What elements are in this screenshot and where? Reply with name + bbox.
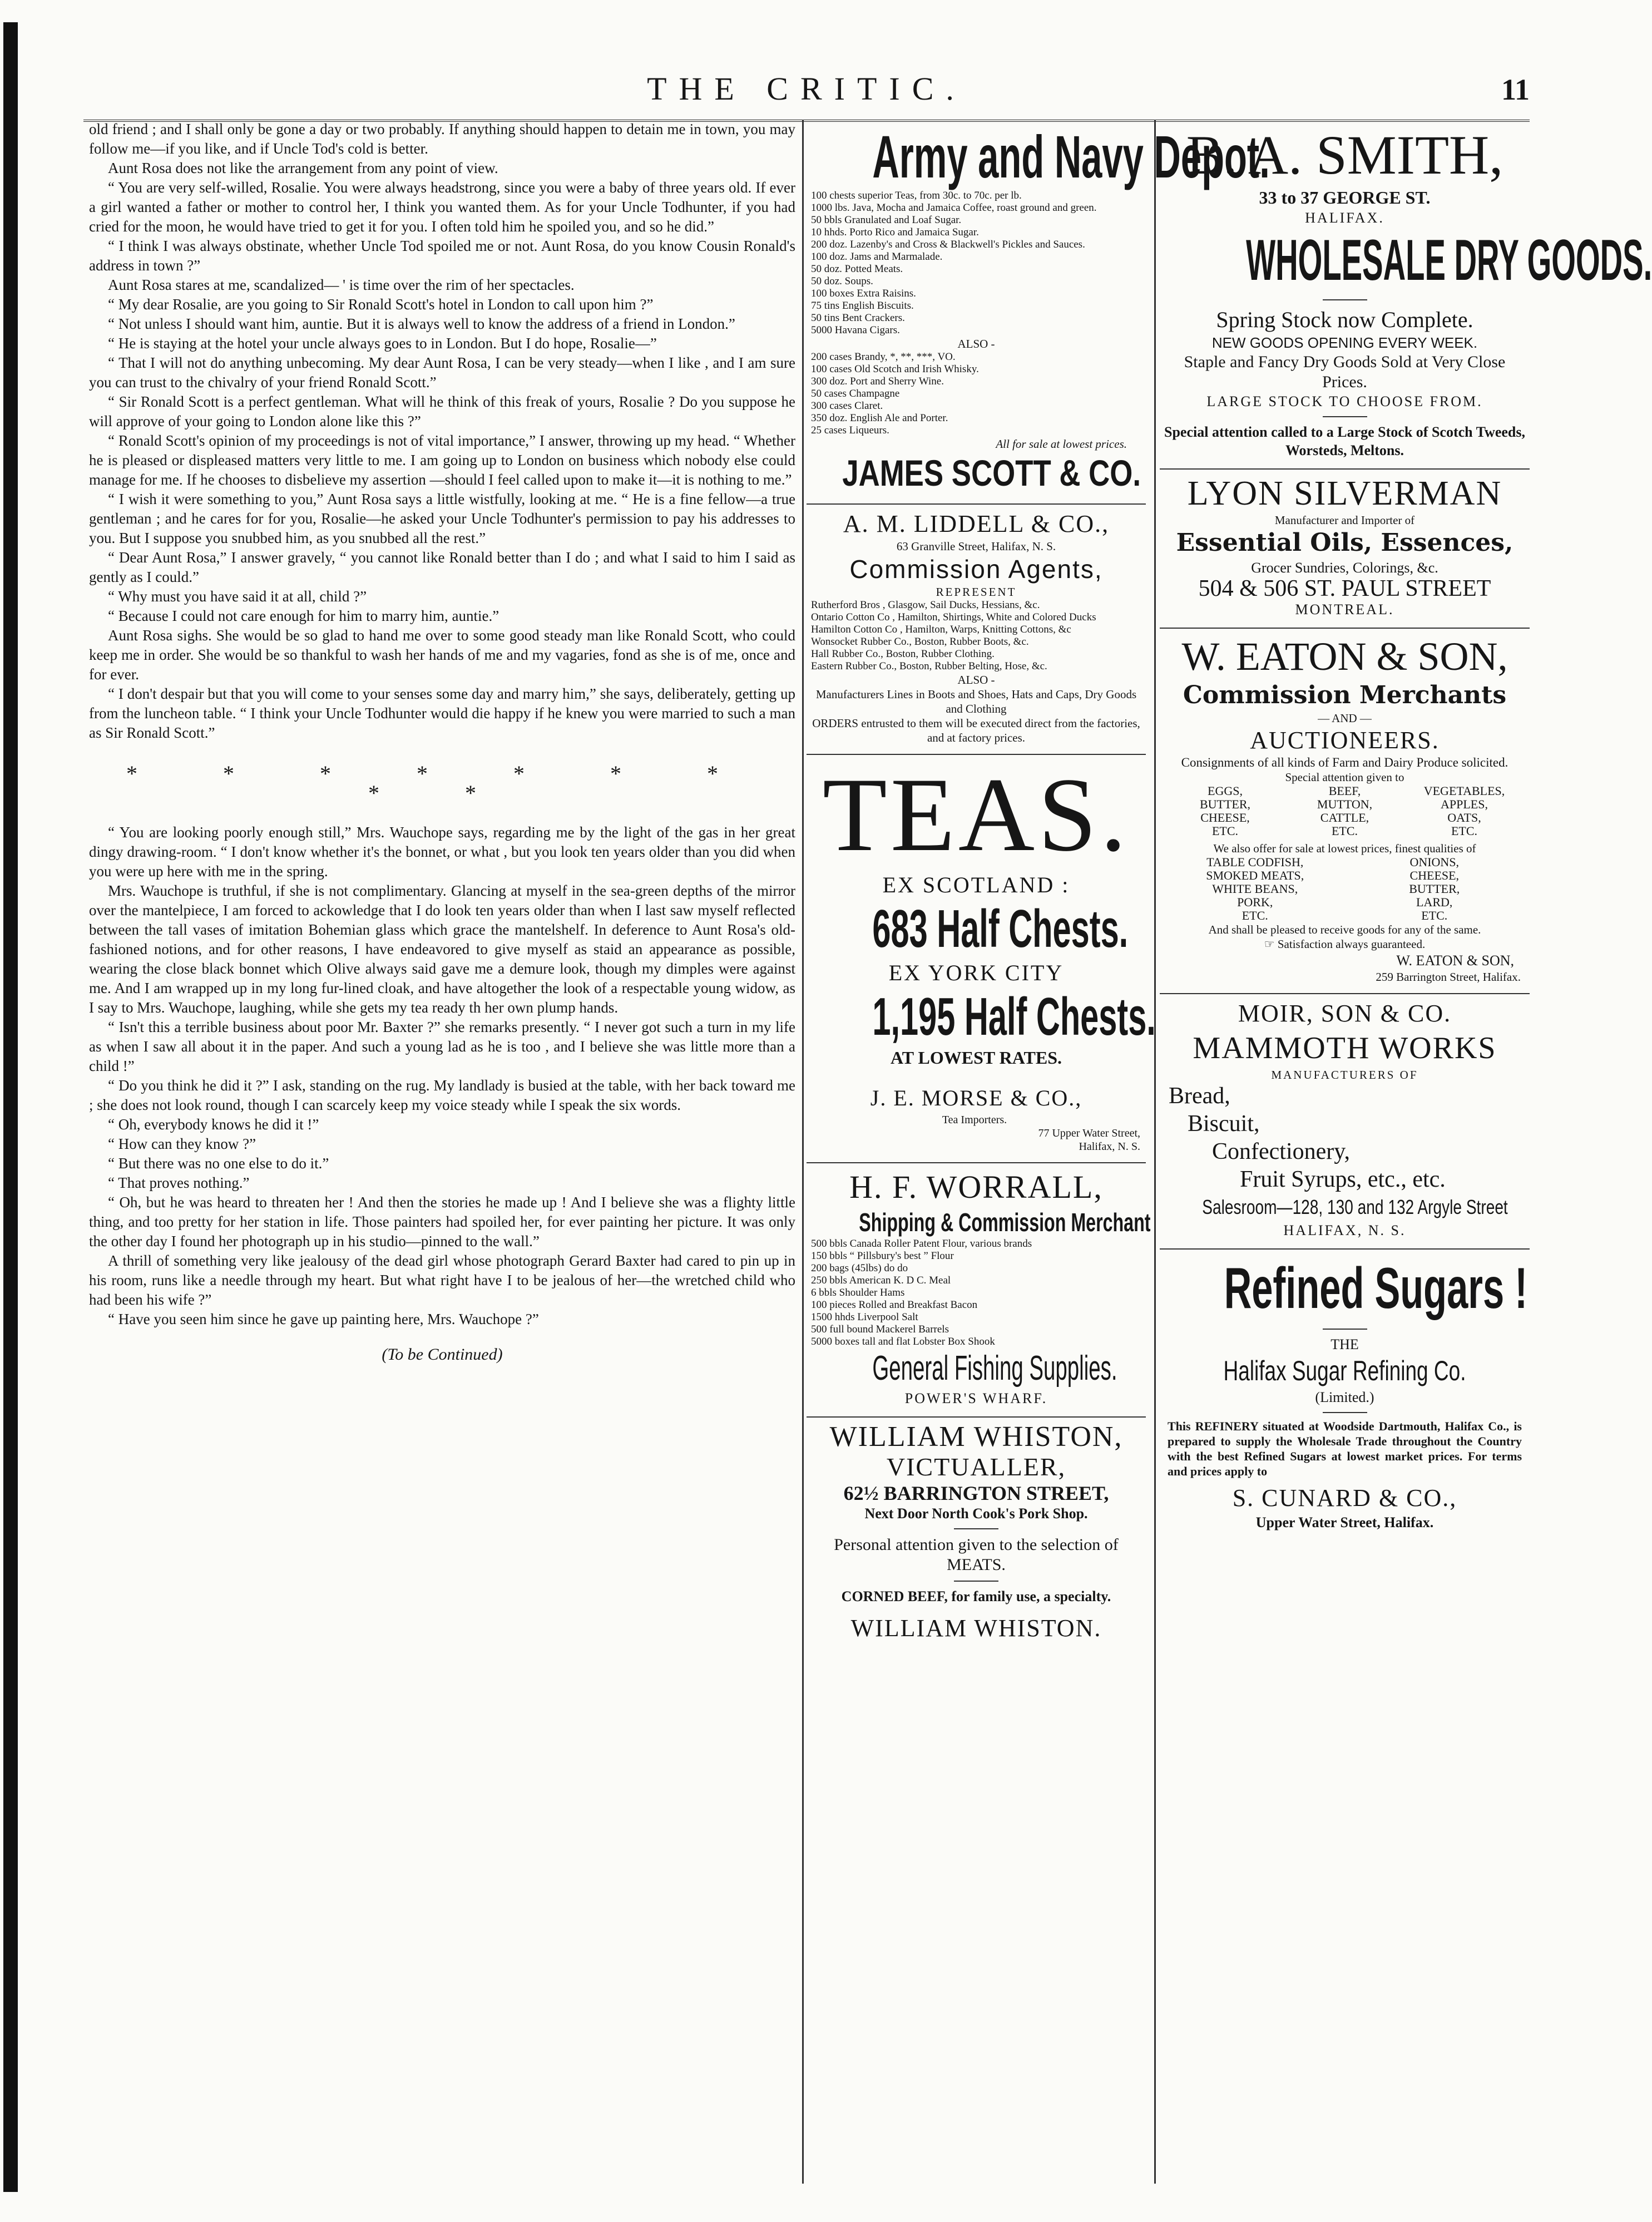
list-item: 500 bbls Canada Roller Patent Flour, various brands: [811, 1238, 1032, 1250]
list-item: 50 bbls Granulated and Loaf Sugar.: [811, 214, 962, 226]
ad-title: TEAS.: [822, 757, 1130, 873]
list-item: 25 cases Liqueurs.: [811, 424, 889, 436]
list-item: 5000 boxes tall and flat Lobster Box Shook: [811, 1336, 995, 1347]
story-paragraph: old friend ; and I shall only be gone a day or two probably. If anything should happen to detain me in town, you may follow me—if you like, and if Uncle Tod's cold is better.: [89, 121, 795, 157]
story-paragraph: “ That I will not do anything unbecoming. My dear Aunt Rosa, I can be very steady—when I like , and I am sure you can trust to the chivalry of your friend Ronald Scott.”: [89, 354, 795, 391]
line: Grocer Sundries, Colorings, &c.: [1251, 560, 1438, 576]
item-list: [809, 190, 1144, 337]
goods-item: WHITE BEANS,: [1212, 882, 1298, 896]
firm-name: W. EATON & SON,: [1181, 634, 1508, 679]
address: 504 & 506 ST. PAUL STREET: [1198, 576, 1491, 601]
list-item: 75 tins English Biscuits.: [811, 300, 914, 312]
firm-name: A. M. LIDDELL & CO.,: [843, 510, 1110, 537]
list-item: 50 doz. Potted Meats.: [811, 263, 903, 275]
line: NEW GOODS OPENING EVERY WEEK.: [1211, 334, 1478, 351]
story-paragraph: “ Not unless I should want him, auntie. But it is always well to know the address of a friend in London.”: [108, 315, 735, 332]
story-paragraph: “ Sir Ronald Scott is a perfect gentleman. What will he think of this freak of yours, Rosalie ? Do you suppose he will approve of your going to London alone like this ?”: [89, 393, 795, 429]
list-item: 300 cases Claret.: [811, 400, 883, 412]
to-be-continued: (To be Continued): [382, 1345, 503, 1364]
manufacturers-label: MANUFACTURERS OF: [1271, 1068, 1418, 1082]
ad-worrall: [807, 1163, 1151, 1418]
ad-teas: [807, 755, 1156, 1163]
specialty: CORNED BEEF, for family use, a specialty.: [841, 1588, 1111, 1604]
story-paragraph: “ Because I could not care enough for him to marry him, auntie.”: [108, 608, 499, 624]
produce-grid: [1162, 784, 1527, 838]
ad-title: Commission Merchants: [1183, 681, 1507, 709]
and-label: — AND —: [1318, 712, 1372, 725]
ad-title: Commission Agents,: [849, 555, 1103, 584]
rates-line: AT LOWEST RATES.: [891, 1048, 1062, 1068]
origin-line: EX YORK CITY: [888, 960, 1064, 985]
company-name: Halifax Sugar Refining Co.: [1223, 1355, 1466, 1386]
quantity-line: 1,195 Half Chests.: [872, 987, 1156, 1046]
signature: WILLIAM WHISTON.: [850, 1614, 1102, 1642]
ad-title: WHOLESALE DRY GOODS.: [1246, 228, 1652, 293]
ad-title: Essential Oils, Essences,: [1176, 529, 1513, 557]
divider: [1323, 299, 1367, 300]
the-label: THE: [1330, 1336, 1359, 1352]
ad-smith: [1160, 120, 1652, 470]
works-name: MAMMOTH WORKS: [1193, 1031, 1497, 1065]
goods-item: LARD,: [1416, 895, 1453, 909]
newspaper-page: [83, 56, 1652, 2198]
story-paragraph: “ I wish it were something to you,” Aunt Rosa says a little wistfully, looking at me. “ He is a fine fellow—a true gentleman ; and he cares for for you, Rosalie—he asked your Uncle Todhunter's permission to pay his addresses to you. But I suppose you snubbed him, as you snubbed all the rest.”: [89, 491, 795, 546]
ad-title: Shipping & Commission Merchant: [859, 1208, 1151, 1237]
list-item: 1000 lbs. Java, Mocha and Jamaica Coffee, roast ground and green.: [811, 202, 1097, 214]
story-paragraph: Aunt Rosa sighs. She would be so glad to hand me over to some good steady man like Ronald Scott, who could keep me in order. She would be so thankful to wash her hands of me and my vagaries, fond as she is of me, once and for ever.: [89, 627, 795, 683]
story-paragraph: A thrill of something very like jealousy of the dead girl whose photograph Gerard Baxter had cared to pin up in his room, runs like a needle through my heart. But what right have I to be jealous of her—the wretched child who had been his wife ?”: [89, 1252, 795, 1308]
item-list: [809, 351, 1144, 437]
list-item: Wonsocket Rubber Co., Boston, Rubber Boots, &c.: [811, 636, 1029, 648]
sugar-body: This REFINERY situated at Woodside Dartmouth, Halifax Co., is prepared to supply the Wholesale Trade throughout the Country with the best Refined Sugars at lowest market prices. For terms and prices apply to: [1168, 1419, 1522, 1478]
masthead: THE CRITIC.: [647, 71, 966, 107]
list-item: 150 bbls “ Pillsbury's best ” Flour: [811, 1250, 954, 1262]
list-item: Rutherford Bros , Glasgow, Sail Ducks, Hessians, &c.: [811, 599, 1040, 611]
salesroom: Salesroom—128, 130 and 132 Argyle Street: [1202, 1196, 1508, 1218]
ad-army-navy-depot: [807, 120, 1270, 505]
list-item: 300 doz. Port and Sherry Wine.: [811, 376, 944, 387]
product-bread: Bread,: [1169, 1083, 1230, 1109]
divider: [1323, 1329, 1367, 1330]
story-paragraph: “ Isn't this a terrible business about poor Mr. Baxter ?” she remarks presently. “ I never got such a turn in my life as when I saw all about it in the paper. And such a young lad as he is too , and I believe she was little more than a child !”: [89, 1019, 795, 1074]
goods-item: ETC.: [1421, 908, 1448, 922]
note: Personal attention given to the selection of MEATS.: [834, 1535, 1119, 1574]
firm-subtitle: Manufacturer and Importer of: [1274, 513, 1415, 527]
firm-name: J. E. MORSE & CO.,: [870, 1085, 1082, 1110]
ad-title: Refined Sugars !: [1224, 1256, 1528, 1321]
story-paragraph: “ Why must you have said it at all, child ?”: [108, 588, 367, 605]
signature: W. EATON & SON,: [1396, 952, 1514, 969]
also-text: Manufacturers Lines in Boots and Shoes, Hats and Caps, Dry Goods and Clothing: [815, 688, 1137, 715]
ad-moir: [1160, 994, 1530, 1250]
produce-item: VEGETABLES,: [1423, 784, 1505, 798]
list-item: 200 doz. Lazenby's and Cross & Blackwell's Pickles and Sauces.: [811, 239, 1085, 250]
trade: VICTUALLER,: [886, 1453, 1066, 1481]
column-rule: [802, 120, 804, 2184]
firm-address: 63 Granville Street, Halifax, N. S.: [896, 540, 1056, 553]
produce-item: ETC.: [1451, 824, 1478, 838]
product-confectionery: Confectionery,: [1212, 1139, 1351, 1164]
goods-item: ONIONS,: [1409, 855, 1460, 869]
satisfaction: ☞ Satisfaction always guaranteed.: [1264, 937, 1426, 951]
produce-item: EGGS,: [1208, 784, 1243, 798]
city: HALIFAX, N. S.: [1283, 1222, 1406, 1238]
divider: [954, 1528, 998, 1529]
ad-liddell: [807, 505, 1146, 755]
list-item: 6 bbls Shoulder Hams: [811, 1287, 905, 1298]
ad-whiston: [807, 1418, 1146, 1652]
goods-item: TABLE CODFISH,: [1206, 855, 1304, 869]
also-label: ALSO -: [957, 337, 995, 350]
list-item: 100 pieces Rolled and Breakfast Bacon: [811, 1299, 978, 1311]
divider: [1323, 1412, 1367, 1413]
list-item: 200 cases Brandy, *, **, ***, VO.: [811, 351, 956, 363]
section-separator: * * * * * * * * *: [126, 761, 758, 806]
story-paragraph: “ You are looking poorly enough still,” Mrs. Wauchope says, regarding me by the light of the gas in her great dingy drawing-room. “ I don't know whether it's the bonnet, or what , but you look ten years older than you did when you were up here with me in the spring.: [89, 824, 795, 880]
produce-item: BUTTER,: [1199, 797, 1251, 811]
story-paragraph: Aunt Rosa stares at me, scandalized— ' is time over the rim of her spectacles.: [108, 276, 575, 293]
goods-item: BUTTER,: [1409, 882, 1460, 896]
page-header: [83, 67, 1530, 117]
story-paragraph: Mrs. Wauchope is truthful, if she is not complimentary. Glancing at myself in the sea-green depths of the mirror over the mantelpiece, I am forced to ackowledge that I do look ten years older than when I last saw myself reflected between the tall vases of imitation Bohemian glass which grace the mantelshelf. In deference to Aunt Rosa's old-fashioned notions, and for other reasons, I have endeavored to give myself as staid an appearance as possible, wearing the close black bonnet which Olive always said gave me a demure look, though my dimples were against me. And I am wrapped up in my long fur-lined cloak, and have altogether the look of a respectable young widow, as I say to Mrs. Wauchope, laughing, while she gets my tea ready th her own plump hands.: [89, 882, 795, 1016]
quantity-line: 683 Half Chests.: [872, 899, 1129, 959]
story-paragraph: “ My dear Rosalie, are you going to Sir Ronald Scott's hotel in London to call upon him ?”: [108, 296, 654, 313]
signature-address: 259 Barrington Street, Halifax.: [1376, 970, 1521, 984]
divider: [1323, 416, 1367, 417]
produce-item: CHEESE,: [1200, 811, 1250, 824]
produce-item: APPLES,: [1441, 797, 1488, 811]
goods-item: PORK,: [1237, 895, 1273, 909]
scan-edge-bar: [3, 22, 18, 2192]
ads-column-right: [1160, 120, 1652, 2184]
firm-name: H. F. WORRALL,: [849, 1169, 1103, 1205]
column-rule: [1154, 120, 1156, 2184]
list-item: 50 tins Bent Crackers.: [811, 312, 905, 324]
firm-address: 33 to 37 GEORGE ST.: [1259, 187, 1431, 208]
story-paragraph: “ Ronald Scott's opinion of my proceedings is not of vital importance,” I answer, throwing up my head. “ Whether he is pleased or displeased matters very little to me. I am going up to London on business which nobody else could manage for me. If he chooses to disbelieve my assertion —should I feel called upon to make it—it is nothing to me.”: [89, 432, 795, 488]
story-paragraph: “ I don't despair but that you will come to your senses some day and marry him,” she says, deliberately, getting up from the luncheon table. “ I think your Uncle Todhunter would die happy if he knew you were married to such a man as Sir Ronald Scott.”: [89, 685, 795, 741]
ad-footer: All for sale at lowest prices.: [996, 437, 1127, 451]
story-paragraph: “ Do you think he did it ?” I ask, standing on the rug. My landlady is busied at the table, with her back toward me ; she does not look round, though I can scarcely keep my voice steady while I speak the six words.: [89, 1077, 795, 1113]
firm-name: B. A. SMITH,: [1186, 124, 1503, 186]
produce-item: ETC.: [1331, 824, 1358, 838]
story-paragraph: “ Have you seen him since he gave up painting here, Mrs. Wauchope ?”: [108, 1311, 539, 1327]
produce-item: CATTLE,: [1320, 811, 1369, 824]
produce-item: ETC.: [1211, 824, 1239, 838]
story-paragraph: “ He is staying at the hotel your uncle always goes to in London. But I do hope, Rosalie—”: [108, 335, 657, 352]
goods-grid: [1162, 856, 1527, 922]
firm-name: LYON SILVERMAN: [1187, 475, 1502, 512]
product-syrups: Fruit Syrups, etc., etc.: [1240, 1167, 1446, 1192]
list-item: 100 cases Old Scotch and Irish Whisky.: [811, 363, 979, 375]
list-item: 50 doz. Soups.: [811, 275, 873, 287]
list-item: 10 hhds. Porto Rico and Jamaica Sugar.: [811, 226, 979, 238]
firm-address: 77 Upper Water Street,: [1038, 1127, 1140, 1139]
page-number: 11: [1501, 73, 1530, 106]
location: POWER'S WHARF.: [904, 1390, 1048, 1406]
list-item: Hall Rubber Co., Boston, Rubber Clothing.: [811, 648, 995, 660]
produce-item: MUTTON,: [1317, 797, 1373, 811]
story-column: [89, 120, 795, 2184]
list-item: 350 doz. English Ale and Porter.: [811, 412, 948, 424]
product-biscuit: Biscuit,: [1188, 1111, 1260, 1137]
list-item: Ontario Cotton Co , Hamilton, Shirtings, White and Colored Ducks: [811, 611, 1096, 623]
item-list: [809, 1238, 1144, 1348]
list-item: 200 bags (45lbs) do do: [811, 1262, 908, 1274]
tagline: General Fishing Supplies.: [872, 1349, 1117, 1387]
firm-name: WILLIAM WHISTON,: [829, 1421, 1123, 1453]
firm-city: Halifax, N. S.: [1079, 1140, 1140, 1153]
agent-address: Upper Water Street, Halifax.: [1255, 1514, 1434, 1530]
line: Special attention called to a Large Stock of Scotch Tweeds, Worsteds, Meltons.: [1164, 424, 1525, 458]
represent-label: REPRESENT: [936, 585, 1017, 599]
item-list: [809, 599, 1144, 673]
list-item: 100 doz. Jams and Marmalade.: [811, 251, 943, 263]
firm-city: HALIFAX.: [1305, 210, 1384, 226]
line: LARGE STOCK TO CHOOSE FROM.: [1206, 393, 1483, 409]
produce-item: BEEF,: [1328, 784, 1361, 798]
address-note: Next Door North Cook's Pork Shop.: [864, 1505, 1088, 1522]
consignments: Consignments of all kinds of Farm and Dairy Produce solicited.: [1181, 756, 1508, 769]
orders-note: ORDERS entrusted to them will be executed direct from the factories, and at factory prices.: [812, 717, 1140, 744]
goods-item: CHEESE,: [1409, 868, 1460, 882]
firm-name: JAMES SCOTT & CO.: [842, 452, 1141, 493]
goods-item: SMOKED MEATS,: [1206, 868, 1304, 882]
story-paragraph: “ But there was no one else to do it.”: [108, 1155, 329, 1172]
offer: We also offer for sale at lowest prices, finest qualities of: [1213, 842, 1476, 855]
limited: (Limited.): [1315, 1389, 1374, 1405]
list-item: Eastern Rubber Co., Boston, Rubber Belting, Hose, &c.: [811, 660, 1047, 672]
special-label: Special attention given to: [1285, 771, 1404, 784]
list-item: 500 full bound Mackerel Barrels: [811, 1324, 949, 1335]
ad-silverman: [1160, 470, 1530, 629]
also-label: ALSO -: [957, 673, 995, 687]
story-paragraph: “ Oh, everybody knows he did it !”: [108, 1116, 319, 1133]
list-item: 100 chests superior Teas, from 30c. to 70c. per lb.: [811, 190, 1022, 201]
produce-item: OATS,: [1447, 811, 1481, 824]
story-paragraph: “ That proves nothing.”: [108, 1174, 250, 1191]
ad-sugar: [1160, 1250, 1530, 1540]
story-paragraph: “ How can they know ?”: [108, 1135, 256, 1152]
address: 62½ BARRINGTON STREET,: [843, 1482, 1109, 1504]
goods-item: ETC.: [1242, 908, 1268, 922]
list-item: 50 cases Champagne: [811, 388, 900, 399]
line: Staple and Fancy Dry Goods Sold at Very Close Prices.: [1184, 353, 1506, 391]
story-paragraph: Aunt Rosa does not like the arrangement from any point of view.: [108, 160, 498, 176]
firm-name: MOIR, SON & CO.: [1238, 1000, 1452, 1027]
story-part-1: [89, 120, 795, 743]
story-part-2: [89, 823, 795, 1329]
story-paragraph: “ Dear Aunt Rosa,” I answer gravely, “ you cannot like Ronald better than I do ; and what I said to him I said as gently as I could.”: [89, 549, 795, 585]
list-item: Hamilton Cotton Co , Hamilton, Warps, Knitting Cottons, &c: [811, 624, 1071, 635]
list-item: 100 boxes Extra Raisins.: [811, 288, 916, 299]
line: Spring Stock now Complete.: [1216, 307, 1473, 332]
list-item: 250 bbls American K. D C. Meal: [811, 1275, 951, 1286]
origin-line: EX SCOTLAND :: [882, 872, 1070, 897]
list-item: 1500 hhds Liverpool Salt: [811, 1311, 918, 1323]
divider: [954, 1581, 998, 1582]
subtitle: AUCTIONEERS.: [1250, 727, 1440, 754]
list-item: 5000 Havana Cigars.: [811, 324, 900, 336]
scan-edge: [0, 0, 27, 2222]
story-paragraph: “ I think I was always obstinate, whether Uncle Tod spoiled me or not. Aunt Rosa, do you know Cousin Ronald's address in town ?”: [89, 238, 795, 274]
story-paragraph: “ Oh, but he was heard to threaten her ! And then the stories he made up ! And I believe she was a flighty little thing, and too pretty for her station in life. Those painters had spoiled her, for ever painting her picture. It was only the other day I found her photograph up in his studio—pinned to the wall.”: [89, 1194, 795, 1250]
firm-subtitle: Tea Importers.: [942, 1114, 1007, 1126]
ad-title: Army and Navy Depot.: [872, 123, 1270, 190]
receive-note: And shall be pleased to receive goods for any of the same.: [1208, 923, 1481, 936]
agent-name: S. CUNARD & CO.,: [1232, 1484, 1457, 1512]
city: MONTREAL.: [1295, 601, 1394, 618]
ad-eaton: [1160, 629, 1530, 994]
story-paragraph: “ You are very self-willed, Rosalie. You were always headstrong, since you were a baby of three years old. If ever a girl wanted a father or mother to control her, I think you wanted them. As for your Uncle Todhunter, if you had cried for the moon, he would have tried to get it for you. I often told him he spoiled you, and so he did.”: [89, 179, 795, 235]
